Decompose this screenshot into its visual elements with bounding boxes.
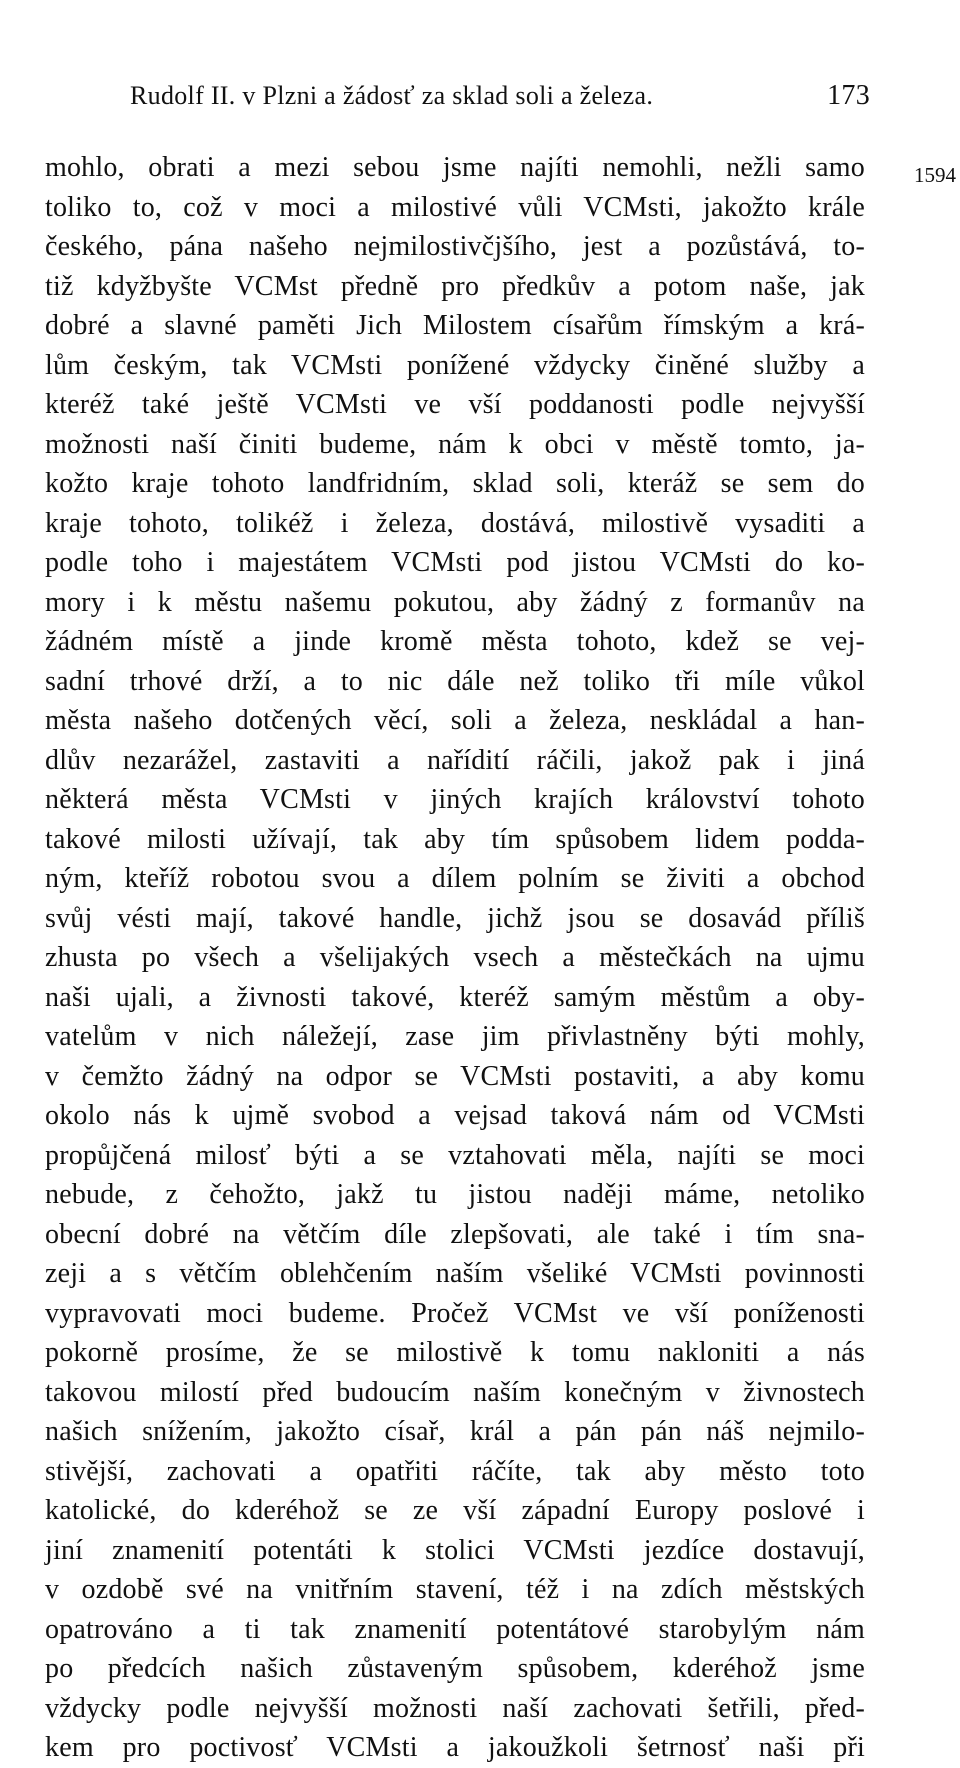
text-line: vatelům v nich náležejí, zase jim přivlastněny býti mohly,: [45, 1021, 865, 1052]
text-line: kožto kraje tohoto landfridním, sklad soli, kteráž se sem do: [45, 468, 865, 499]
text-line: českého, pána našeho nejmilostivčjšího, jest a pozůstává, to-: [45, 231, 865, 262]
text-line: obecní dobré na větčím díle zlepšovati, ale také i tím sna-: [45, 1218, 865, 1250]
text-line: v čemžto žádný na odpor se VCMsti postaviti, a aby komu: [45, 1060, 865, 1092]
text-line: nebude, z čehožto, jakž tu jistou naději máme, netoliko: [45, 1179, 865, 1210]
margin-year-note: 1594: [914, 163, 956, 187]
text-line: opatrováno a ti tak znamenití potentátové starobylým nám: [45, 1613, 865, 1645]
text-line: tiž kdyžbyšte VCMst předně pro předkův a potom naše, jak: [45, 270, 865, 302]
text-line: dlův nezarážel, zastaviti a nařídití ráčili, jakož pak i jiná: [45, 744, 865, 776]
text-line: kem pro poctivosť VCMsti a jakoužkoli šetrnosť naši při: [45, 1732, 865, 1763]
running-title: Rudolf II. v Plzni a žádosť za sklad soli a železa.: [130, 81, 654, 110]
text-line: v ozdobě své na vnitřním stavení, též i na zdích městských: [45, 1574, 865, 1605]
text-line: po předcích našich zůstaveným spůsobem, kderéhož jsme: [45, 1653, 865, 1684]
text-line: kraje tohoto, tolikéž i železa, dostává, milostivě vysaditi a: [45, 507, 865, 539]
text-line: toliko to, což v moci a milostivé vůli VCMsti, jakožto krále: [45, 191, 865, 223]
text-line: dobré a slavné paměti Jich Milostem císařům římským a krá-: [45, 310, 865, 341]
text-line: ným, kteříž robotou svou a dílem polním se živiti a obchod: [45, 863, 865, 894]
text-line: naši ujali, a živnosti takové, kteréž samým městům a oby-: [45, 981, 865, 1013]
text-line: našich snížením, jakožto císař, král a pán pán náš nejmilo-: [45, 1416, 865, 1447]
text-line: pokorně prosíme, že se milostivě k tomu nakloniti a nás: [45, 1337, 865, 1368]
body-text: [45, 148, 865, 1768]
text-line: lům českým, tak VCMsti ponížené vždycky činěné služby a: [45, 349, 865, 381]
text-line: některá města VCMsti v jiných krajích království tohoto: [45, 784, 865, 815]
text-line: mohlo, obrati a mezi sebou jsme najíti nemohli, nežli samo: [45, 152, 865, 183]
page-number: 173: [827, 80, 870, 111]
text-line: vždycky podle nejvyšší možnosti naší zachovati šetřili, před-: [45, 1692, 865, 1724]
text-line: takovou milostí před budoucím naším konečným v živnostech: [45, 1376, 865, 1408]
text-line: propůjčená milosť býti a se vztahovati měla, najíti se moci: [45, 1139, 865, 1171]
text-line: zhusta po všech a všelijakých vsech a městečkách na ujmu: [45, 942, 865, 973]
text-line: jiní znamenití potentáti k stolici VCMsti jezdíce dostavují,: [45, 1534, 865, 1566]
text-line: žádném místě a jinde kromě města tohoto, kdež se vej-: [45, 626, 865, 657]
text-line: katolické, do kderéhož se ze vší západní Europy poslové i: [45, 1495, 865, 1526]
text-line: stivější, zachovati a opatřiti ráčíte, tak aby město toto: [45, 1455, 865, 1487]
text-line: města našeho dotčených věcí, soli a železa, neskládal a han-: [45, 705, 865, 736]
text-line: možnosti naší činiti budeme, nám k obci v městě tomto, ja-: [45, 428, 865, 460]
text-line: mory i k městu našemu pokutou, aby žádný z formanův na: [45, 586, 865, 618]
text-line: okolo nás k ujmě svobod a vejsad taková nám od VCMsti: [45, 1100, 865, 1131]
text-line: zeji a s větčím oblehčením naším všeliké VCMsti povinnosti: [45, 1258, 865, 1289]
text-line: podle toho i majestátem VCMsti pod jistou VCMsti do ko-: [45, 547, 865, 578]
running-header: [130, 76, 870, 116]
text-line: kteréž také ještě VCMsti ve vší poddanosti podle nejvyšší: [45, 389, 865, 420]
text-line: takové milosti užívají, tak aby tím spůsobem lidem podda-: [45, 823, 865, 855]
text-line: sadní trhové drží, a to nic dále než toliko tři míle vůkol: [45, 665, 865, 697]
text-line: vypravovati moci budeme. Pročež VCMst ve vší poníženosti: [45, 1297, 865, 1329]
text-line: svůj vésti mají, takové handle, jichž jsou se dosavád příliš: [45, 902, 865, 934]
